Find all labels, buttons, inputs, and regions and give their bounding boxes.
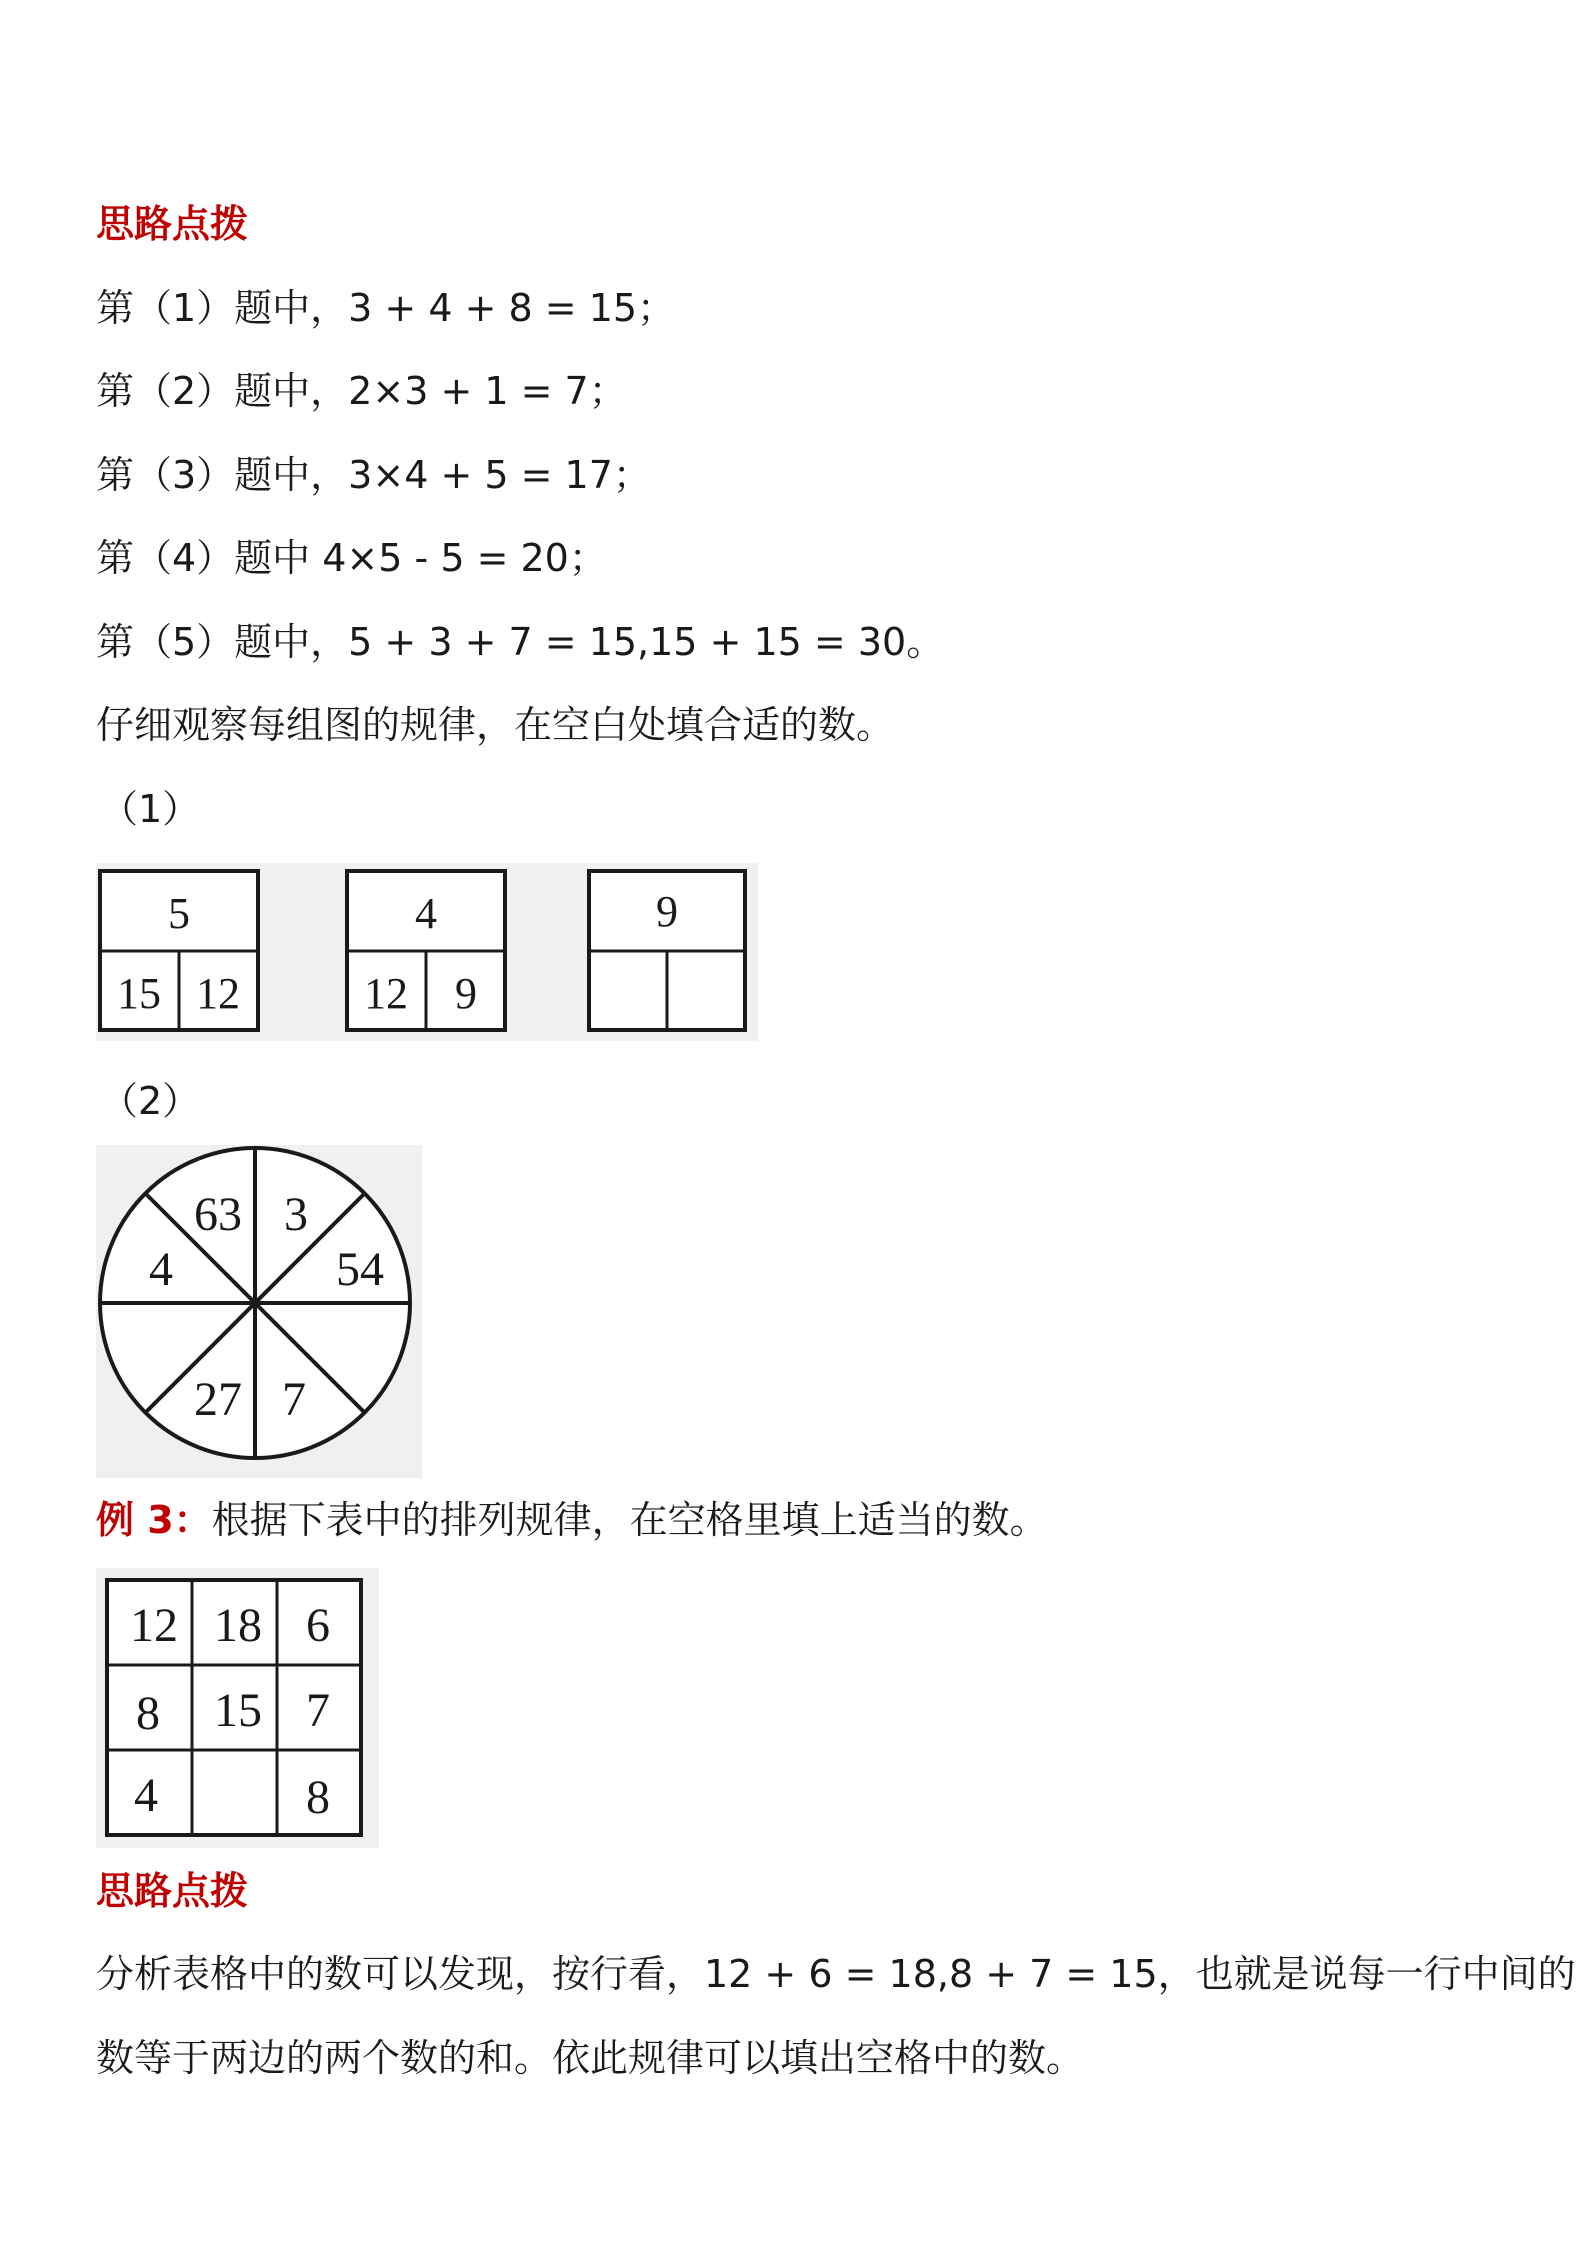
wheel-figure bbox=[96, 1145, 422, 1478]
solution-line-5: 第（5）题中，5 + 3 + 7 = 15,15 + 15 = 30。 bbox=[96, 620, 945, 664]
grid-cell-r3c3: 8 bbox=[306, 1771, 330, 1824]
box2-bottom-left: 12 bbox=[364, 969, 408, 1018]
section2-heading: 思路点拨 bbox=[96, 1869, 249, 1913]
grid-cell-r3c1: 4 bbox=[134, 1769, 158, 1822]
box2-bottom-right: 9 bbox=[455, 969, 477, 1018]
section1-heading: 思路点拨 bbox=[96, 202, 249, 246]
box1-bottom-left: 15 bbox=[117, 969, 161, 1018]
analysis-line-2: 数等于两边的两个数的和。依此规律可以填出空格中的数。 bbox=[96, 2036, 1085, 2080]
wheel-number-1: 63 bbox=[194, 1188, 242, 1241]
example3-label: 例 3： bbox=[96, 1498, 212, 1542]
box1-bottom-right: 12 bbox=[196, 969, 240, 1018]
part2-label: （2） bbox=[100, 1079, 201, 1123]
exercise-prompt: 仔细观察每组图的规律，在空白处填合适的数。 bbox=[96, 703, 895, 747]
wheel-number-2: 3 bbox=[284, 1188, 308, 1241]
wheel-number-6: 7 bbox=[282, 1373, 306, 1426]
analysis-line-1: 分析表格中的数可以发现，按行看，12 + 6 = 18,8 + 7 = 15，也就是说每一行中间的 bbox=[96, 1952, 1576, 1996]
wheel-number-3: 54 bbox=[336, 1243, 384, 1296]
example3-text: 根据下表中的排列规律，在空格里填上适当的数。 bbox=[211, 1498, 1048, 1542]
number-grid-figure bbox=[96, 1568, 379, 1848]
box-pattern-figure bbox=[96, 863, 758, 1041]
solution-line-4: 第（4）题中 4×5 - 5 = 20； bbox=[96, 536, 607, 580]
solution-line-1: 第（1）题中，3 + 4 + 8 = 15； bbox=[96, 286, 676, 330]
grid-cell-r2c3: 7 bbox=[306, 1684, 330, 1737]
grid-cell-r1c1: 12 bbox=[130, 1599, 178, 1652]
solution-line-2: 第（2）题中，2×3 + 1 = 7； bbox=[96, 369, 627, 413]
box3-top: 9 bbox=[656, 887, 678, 936]
box2-top: 4 bbox=[415, 889, 437, 938]
solution-line-3: 第（3）题中，3×4 + 5 = 17； bbox=[96, 453, 651, 497]
wheel-number-5: 27 bbox=[194, 1373, 242, 1426]
grid-cell-r1c2: 18 bbox=[214, 1599, 262, 1652]
grid-cell-r2c2: 15 bbox=[214, 1684, 262, 1737]
grid-cell-r1c3: 6 bbox=[306, 1599, 330, 1652]
grid-cell-r2c1: 8 bbox=[136, 1687, 160, 1740]
wheel-number-4: 4 bbox=[149, 1243, 173, 1296]
example3-line bbox=[96, 1496, 1048, 1544]
box1-top: 5 bbox=[168, 889, 190, 938]
part1-label: （1） bbox=[100, 787, 201, 831]
